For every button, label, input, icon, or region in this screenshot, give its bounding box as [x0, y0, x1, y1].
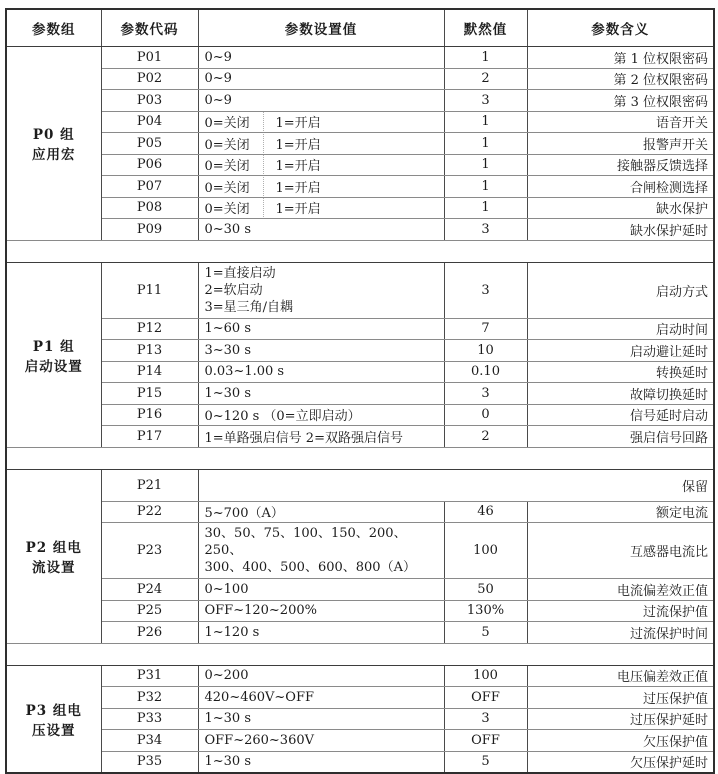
- param-default-cell: 10: [444, 340, 527, 362]
- param-code-cell: P26: [101, 622, 198, 644]
- param-row-P22: [6, 501, 714, 523]
- param-row-P14: [6, 361, 714, 383]
- param-default-cell: 1: [444, 133, 527, 155]
- param-row-P32: [6, 687, 714, 709]
- param-default-cell: 7: [444, 318, 527, 340]
- param-row-P08: [6, 197, 714, 219]
- param-value-cell: 1=单路强启信号 2=双路强启信号: [198, 426, 444, 448]
- param-meaning-cell: 语音开关: [527, 111, 714, 133]
- param-meaning-cell: 故障切换延时: [527, 383, 714, 405]
- param-meaning-cell: 强启信号回路: [527, 426, 714, 448]
- param-default-cell: 3: [444, 383, 527, 405]
- value-option-pair: [205, 155, 444, 174]
- column-header-param-group: 参数组: [6, 9, 101, 47]
- param-value-cell: 1~30 s: [198, 708, 444, 730]
- param-default-cell: 3: [444, 708, 527, 730]
- param-value-cell: 1~60 s: [198, 318, 444, 340]
- param-meaning-cell: 互感器电流比: [527, 523, 714, 579]
- param-row-P06: [6, 154, 714, 176]
- param-default-cell: 1: [444, 197, 527, 219]
- group-cell-P3: [6, 665, 101, 773]
- column-header-param-code: 参数代码: [101, 9, 198, 47]
- group-label-line: 流设置: [32, 560, 76, 576]
- param-default-cell: 46: [444, 501, 527, 523]
- section-spacer-row: [6, 240, 714, 262]
- param-row-P33: [6, 708, 714, 730]
- param-meaning-cell: 电压偏差效正值: [527, 665, 714, 687]
- param-code-cell: P13: [101, 340, 198, 362]
- param-row-P03: [6, 90, 714, 112]
- param-row-P12: [6, 318, 714, 340]
- param-row-P11: [6, 262, 714, 318]
- param-row-P01: [6, 47, 714, 69]
- param-default-cell: 0: [444, 404, 527, 426]
- param-meaning-cell: 启动方式: [527, 262, 714, 318]
- param-value-cell: 1~30 s: [198, 383, 444, 405]
- param-value-cell: [198, 197, 444, 219]
- param-meaning-cell: 过流保护值: [527, 600, 714, 622]
- param-row-P24: [6, 579, 714, 601]
- param-code-cell: P06: [101, 154, 198, 176]
- value-line: 30、50、75、100、150、200、250、: [204, 526, 407, 558]
- param-default-cell: 1: [444, 176, 527, 198]
- value-option-on: 1=开启: [263, 198, 321, 217]
- param-code-cell: P09: [101, 219, 198, 241]
- param-code-cell: P32: [101, 687, 198, 709]
- param-default-cell: 2: [444, 426, 527, 448]
- param-meaning-cell: 电流偏差效正值: [527, 579, 714, 601]
- param-row-P16: [6, 404, 714, 426]
- param-code-cell: P21: [101, 469, 198, 501]
- value-option-on: 1=开启: [263, 112, 321, 131]
- param-code-cell: P31: [101, 665, 198, 687]
- table-header-row: [6, 9, 714, 47]
- group-label-line: 压设置: [32, 722, 76, 739]
- param-meaning-cell: 接触器反馈选择: [527, 154, 714, 176]
- param-code-cell: P11: [101, 262, 198, 318]
- group-label-line: P3 组电: [25, 702, 82, 719]
- spacer-cell: [6, 447, 714, 469]
- param-value-cell: 0~30 s: [198, 219, 444, 241]
- group-label-line: P1 组: [32, 338, 75, 355]
- param-meaning-cell: 欠压保护值: [527, 730, 714, 752]
- param-value-cell: 0~100: [198, 579, 444, 601]
- param-meaning-cell: 缺水保护延时: [527, 219, 714, 241]
- group-cell-P2: [6, 469, 101, 643]
- param-row-P09: [6, 219, 714, 241]
- param-default-cell: 0.10: [444, 361, 527, 383]
- param-meaning-cell: 过压保护延时: [527, 708, 714, 730]
- param-row-P35: [6, 751, 714, 773]
- param-row-P15: [6, 383, 714, 405]
- param-row-P04: [6, 111, 714, 133]
- param-code-cell: P34: [101, 730, 198, 752]
- param-default-cell: 1: [444, 154, 527, 176]
- param-meaning-cell: 额定电流: [527, 501, 714, 523]
- param-value-cell: [198, 133, 444, 155]
- param-meaning-cell: 合闸检测选择: [527, 176, 714, 198]
- param-value-cell: [198, 523, 444, 579]
- parameter-table: [5, 8, 715, 774]
- column-header-default-value: 默然值: [444, 9, 527, 47]
- param-value-cell: [198, 154, 444, 176]
- param-row-P34: [6, 730, 714, 752]
- param-default-cell: 3: [444, 90, 527, 112]
- param-value-cell: OFF~260~360V: [198, 730, 444, 752]
- param-value-cell: 5~700（A）: [198, 501, 444, 523]
- value-option-pair: [205, 177, 444, 196]
- param-row-P07: [6, 176, 714, 198]
- param-code-cell: P33: [101, 708, 198, 730]
- section-spacer-row: [6, 447, 714, 469]
- param-value-cell: [198, 176, 444, 198]
- param-value-cell: 0~9: [198, 90, 444, 112]
- param-default-cell: 5: [444, 622, 527, 644]
- param-meaning-cell: 信号延时启动: [527, 404, 714, 426]
- param-value-cell: 0~9: [198, 68, 444, 90]
- group-label-line: 启动设置: [24, 358, 83, 375]
- param-meaning-cell: 第 2 位权限密码: [527, 68, 714, 90]
- param-code-cell: P01: [101, 47, 198, 69]
- param-row-P23: [6, 523, 714, 579]
- param-row-P25: [6, 600, 714, 622]
- param-meaning-cell: 转换延时: [527, 361, 714, 383]
- param-default-cell: 100: [444, 665, 527, 687]
- param-value-cell: 1~120 s: [198, 622, 444, 644]
- param-value-cell: [198, 111, 444, 133]
- param-default-cell: 3: [444, 262, 527, 318]
- param-meaning-cell: 缺水保护: [527, 197, 714, 219]
- value-option-off: 0=关闭: [204, 202, 250, 218]
- param-code-cell: P23: [101, 523, 198, 579]
- group-cell-P1: [6, 262, 101, 447]
- param-code-cell: P03: [101, 90, 198, 112]
- section-spacer-row: [6, 643, 714, 665]
- group-cell-P0: [6, 47, 101, 241]
- param-default-cell: 1: [444, 47, 527, 69]
- param-row-P17: [6, 426, 714, 448]
- param-meaning-cell: 第 3 位权限密码: [527, 90, 714, 112]
- param-default-cell: 100: [444, 523, 527, 579]
- spacer-cell: [6, 643, 714, 665]
- param-default-cell: OFF: [444, 687, 527, 709]
- param-value-cell: 0.03~1.00 s: [198, 361, 444, 383]
- param-meaning-cell: 过流保护时间: [527, 622, 714, 644]
- value-option-pair: [205, 112, 444, 131]
- param-code-cell: P17: [101, 426, 198, 448]
- group-label-line: P0 组: [32, 127, 75, 144]
- param-value-cell: 0~200: [198, 665, 444, 687]
- param-code-cell: P25: [101, 600, 198, 622]
- param-value-cell: 0~120 s （0=立即启动）: [198, 404, 444, 426]
- param-code-cell: P24: [101, 579, 198, 601]
- param-meaning-cell: 启动时间: [527, 318, 714, 340]
- value-option-off: 0=关闭: [204, 159, 250, 175]
- param-row-P31: [6, 665, 714, 687]
- value-option-off: 0=关闭: [204, 116, 250, 132]
- table-body: [6, 47, 714, 773]
- param-row-P05: [6, 133, 714, 155]
- param-meaning-cell: 报警声开关: [527, 133, 714, 155]
- param-merged-meaning-cell: 保留: [198, 469, 714, 501]
- param-value-cell: 420~460V~OFF: [198, 687, 444, 709]
- param-code-cell: P16: [101, 404, 198, 426]
- param-default-cell: 3: [444, 219, 527, 241]
- value-option-off: 0=关闭: [204, 137, 250, 153]
- param-default-cell: OFF: [444, 730, 527, 752]
- param-default-cell: 50: [444, 579, 527, 601]
- value-line: 3=星三角/自耦: [204, 299, 294, 315]
- param-row-P21: [6, 469, 714, 501]
- value-line: 1=直接启动: [204, 265, 276, 281]
- param-row-P02: [6, 68, 714, 90]
- group-label-line: P2 组电: [25, 540, 82, 556]
- param-code-cell: P14: [101, 361, 198, 383]
- param-meaning-cell: 过压保护值: [527, 687, 714, 709]
- param-code-cell: P07: [101, 176, 198, 198]
- param-value-cell: 3~30 s: [198, 340, 444, 362]
- param-row-P13: [6, 340, 714, 362]
- param-default-cell: 2: [444, 68, 527, 90]
- param-default-cell: 1: [444, 111, 527, 133]
- value-option-on: 1=开启: [263, 177, 321, 196]
- value-option-off: 0=关闭: [204, 180, 250, 196]
- value-line: 2=软启动: [204, 282, 263, 298]
- param-default-cell: 5: [444, 751, 527, 773]
- param-code-cell: P12: [101, 318, 198, 340]
- param-value-cell: OFF~120~200%: [198, 600, 444, 622]
- param-default-cell: 130%: [444, 600, 527, 622]
- param-code-cell: P22: [101, 501, 198, 523]
- spacer-cell: [6, 240, 714, 262]
- param-value-cell: 1~30 s: [198, 751, 444, 773]
- param-code-cell: P05: [101, 133, 198, 155]
- value-line: 300、400、500、600、800（A）: [204, 560, 416, 575]
- value-option-on: 1=开启: [263, 155, 321, 174]
- param-code-cell: P35: [101, 751, 198, 773]
- param-meaning-cell: 欠压保护延时: [527, 751, 714, 773]
- value-option-pair: [205, 198, 444, 217]
- column-header-param-value: 参数设置值: [198, 9, 444, 47]
- param-meaning-cell: 第 1 位权限密码: [527, 47, 714, 69]
- value-option-pair: [205, 134, 444, 153]
- param-code-cell: P02: [101, 68, 198, 90]
- group-label-line: 应用宏: [32, 147, 76, 164]
- param-value-cell: 0~9: [198, 47, 444, 69]
- column-header-param-meaning: 参数含义: [527, 9, 714, 47]
- param-value-cell: [198, 262, 444, 318]
- param-code-cell: P15: [101, 383, 198, 405]
- param-code-cell: P04: [101, 111, 198, 133]
- param-meaning-cell: 启动避让延时: [527, 340, 714, 362]
- param-row-P26: [6, 622, 714, 644]
- value-option-on: 1=开启: [263, 134, 321, 153]
- param-code-cell: P08: [101, 197, 198, 219]
